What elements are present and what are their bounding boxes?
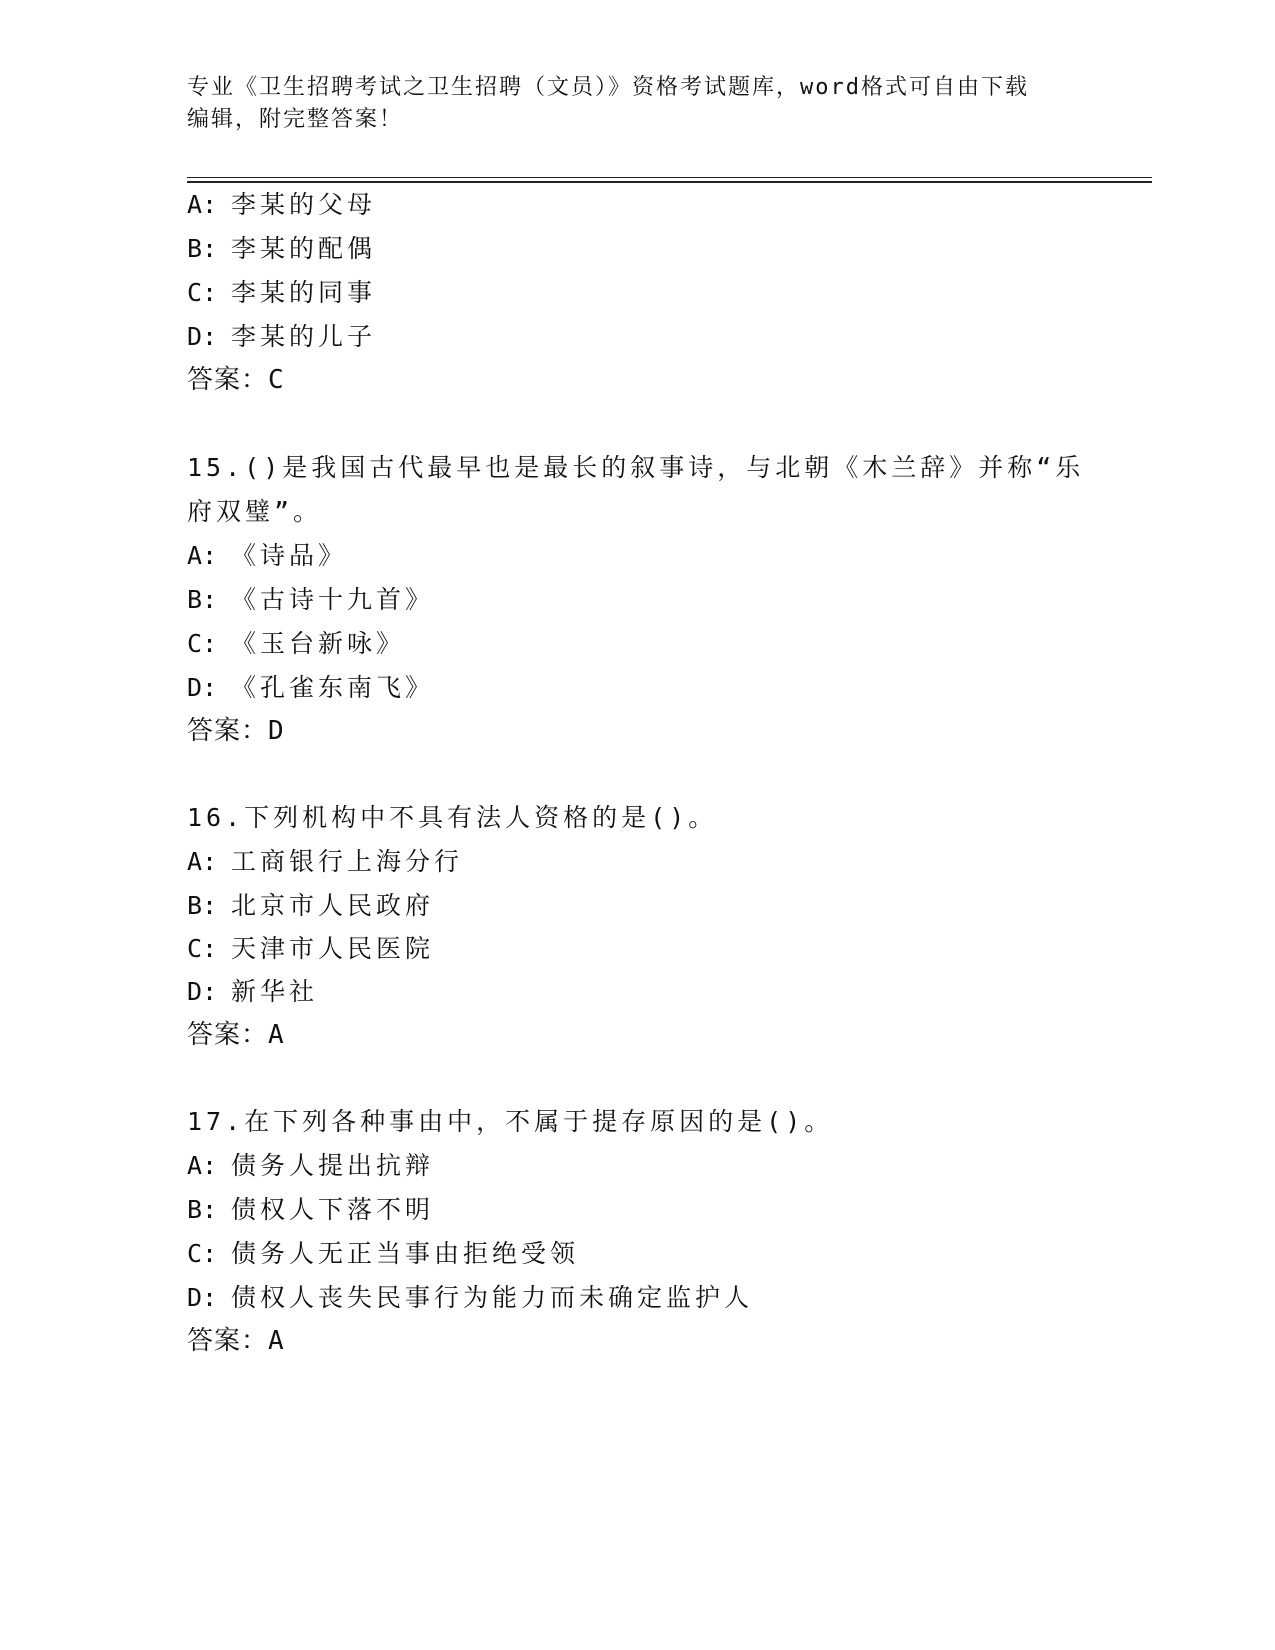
question-15-stem: 15.()是我国古代最早也是最长的叙事诗，与北朝《木兰辞》并称“乐 <box>187 453 1085 482</box>
question-16-stem: 16.下列机构中不具有法人资格的是()。 <box>187 803 718 832</box>
option-a: A: 李某的父母 <box>187 190 377 219</box>
header-divider-bottom <box>187 181 1152 183</box>
answer-line: 答案：C <box>187 365 285 395</box>
option-b: B: 债权人下落不明 <box>187 1195 435 1224</box>
option-a: A: 债务人提出抗辩 <box>187 1151 435 1180</box>
option-b: B: 北京市人民政府 <box>187 891 435 920</box>
option-d: D: 《孔雀东南飞》 <box>187 673 435 702</box>
header-line-2: 编辑，附完整答案！ <box>187 107 404 132</box>
question-17-stem: 17.在下列各种事由中，不属于提存原因的是()。 <box>187 1107 834 1136</box>
answer-line: 答案：A <box>187 1020 285 1050</box>
header-line-1: 专业《卫生招聘考试之卫生招聘（文员）》资格考试题库，word格式可自由下载 <box>187 75 1029 100</box>
document-header <box>187 72 1087 136</box>
option-d: D: 李某的儿子 <box>187 322 377 351</box>
option-a: A: 《诗品》 <box>187 541 348 570</box>
option-c: C: 天津市人民医院 <box>187 934 435 963</box>
option-d: D: 债权人丧失民事行为能力而未确定监护人 <box>187 1283 754 1312</box>
option-b: B: 李某的配偶 <box>187 234 377 263</box>
option-b: B: 《古诗十九首》 <box>187 585 435 614</box>
option-d: D: 新华社 <box>187 977 319 1006</box>
header-divider-top <box>187 177 1152 178</box>
question-15-stem-cont: 府双璧”。 <box>187 497 323 526</box>
option-c: C: 李某的同事 <box>187 278 377 307</box>
answer-line: 答案：A <box>187 1326 285 1356</box>
option-a: A: 工商银行上海分行 <box>187 847 464 876</box>
answer-line: 答案：D <box>187 716 285 746</box>
option-c: C: 《玉台新咏》 <box>187 629 406 658</box>
option-c: C: 债务人无正当事由拒绝受领 <box>187 1239 580 1268</box>
